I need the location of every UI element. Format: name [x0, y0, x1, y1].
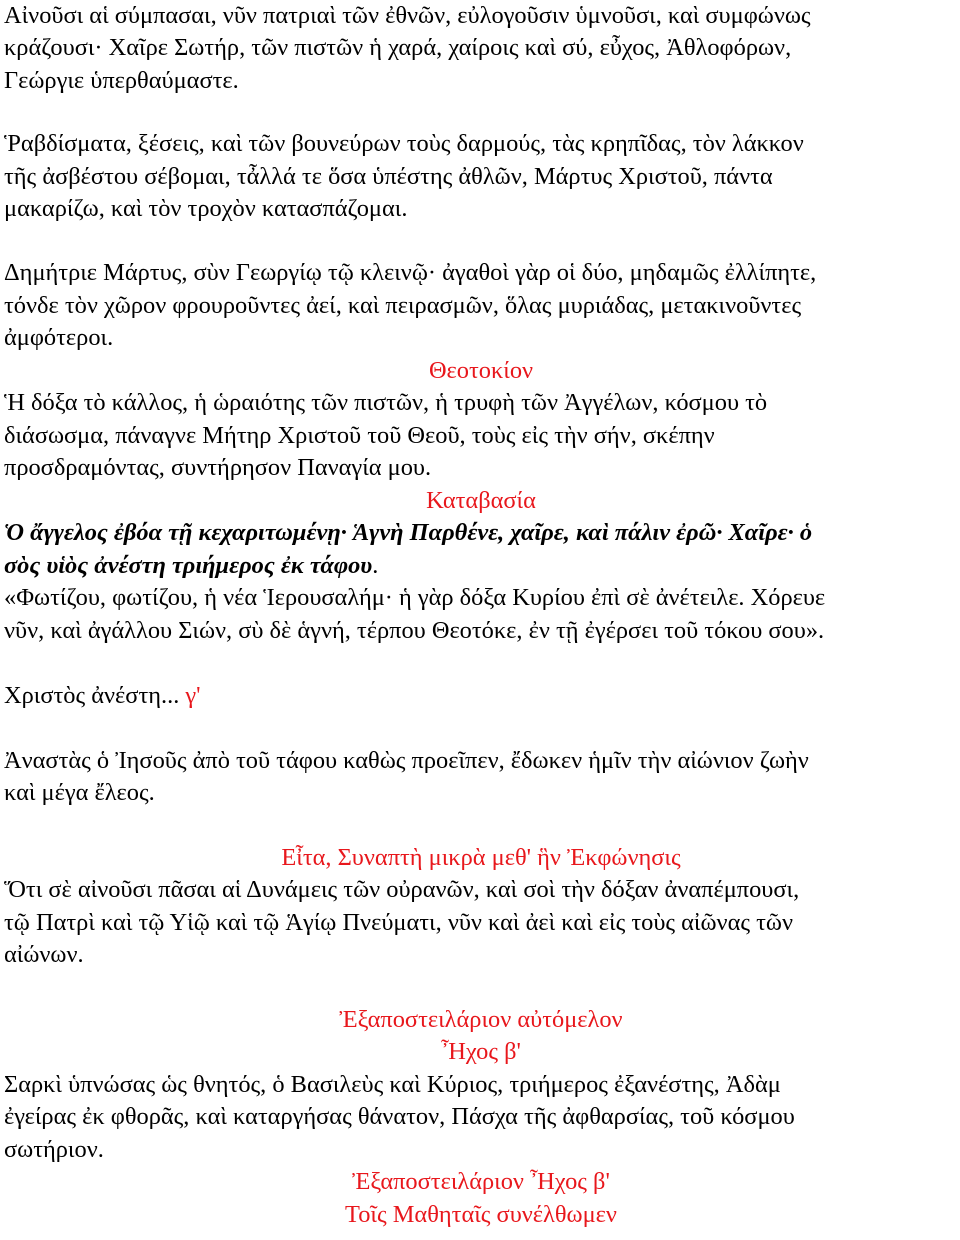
text-line: «Φωτίζου, φωτίζου, ἡ νέα Ἱερουσαλήμ· ἡ γὰρ δόξα Κυρίου ἐπὶ σὲ ἀνέτειλε. Χόρευε [4, 584, 826, 611]
irmos-bold-text: σὸς υἱὸς ἀνέστη τριήμερος ἐκ τάφου [4, 552, 373, 579]
exapostilarion-heading: Ἐξαποστειλάριον αὐτόμελον [339, 1006, 623, 1033]
text-line: προσδραμόντας, συντήρησον Παναγία μου. [4, 454, 432, 481]
christos-text: Χριστὸς ἀνέστη... [4, 682, 180, 709]
text-line: σωτήριον. [4, 1136, 104, 1163]
text-line: κράζουσι· Χαῖρε Σωτήρ, τῶν πιστῶν ἡ χαρά, χαίροις καὶ σύ, εὖχος, Ἀθλοφόρων, [4, 34, 792, 61]
katavasia-heading: Καταβασία [426, 487, 536, 514]
text-line: Γεώργιε ὑπερθαύμαστε. [4, 67, 239, 94]
text-line: διάσωσμα, πάναγνε Μήτηρ Χριστοῦ τοῦ Θεοῦ, τοὺς εἰς τὴν σήν, σκέπην [4, 422, 715, 449]
christos-line [4, 680, 958, 713]
exapostilarion-subheading: Τοῖς Μαθηταῖς συνέλθωμεν [345, 1201, 617, 1228]
christos-count: γ' [185, 682, 201, 709]
text-line: ἀμφότεροι. [4, 324, 114, 351]
irmos-period: . [372, 552, 379, 579]
text-line: μακαρίζω, καὶ τὸν τροχὸν κατασπάζομαι. [4, 195, 408, 222]
text-line: νῦν, καὶ ἀγάλλου Σιών, σὺ δὲ ἁγνή, τέρπου Θεοτόκε, ἐν τῇ ἐγέρσει τοῦ τόκου σου». [4, 617, 825, 644]
text-line: Ῥαβδίσματα, ξέσεις, καὶ τῶν βουνεύρων τοὺς δαρμούς, τὰς κρηπῖδας, τὸν λάκκον [4, 130, 804, 157]
text-line: Ὅτι σὲ αἰνοῦσι πᾶσαι αἱ Δυνάμεις τῶν οὐρανῶν, καὶ σοὶ τὴν δόξαν ἀναπέμπουσι, [4, 876, 800, 903]
text-line: τῷ Πατρὶ καὶ τῷ Υἱῷ καὶ τῷ Ἁγίῳ Πνεύματι, νῦν καὶ ἀεὶ καὶ εἰς τοὺς αἰῶνας τῶν [4, 909, 793, 936]
text-line: καὶ μέγα ἔλεος. [4, 779, 155, 806]
theotokion-heading: Θεοτοκίον [428, 357, 534, 384]
text-line: αἰώνων. [4, 941, 84, 968]
tone-heading: Ἦχος β' [441, 1038, 521, 1065]
synapti-heading: Εἶτα, Συναπτὴ μικρὰ μεθ' ἣν Ἐκφώνησις [281, 844, 681, 871]
text-line: Δημήτριε Μάρτυς, σὺν Γεωργίῳ τῷ κλεινῷ· ἀγαθοὶ γὰρ οἱ δύο, μηδαμῶς ἐλλίπητε, [4, 259, 817, 286]
irmos-line: Ὁ ἄγγελος ἐβόα τῇ κεχαριτωμένῃ· Ἁγνὴ Παρθένε, χαῖρε, καὶ πάλιν ἐρῶ· Χαῖρε· ὁ [4, 519, 813, 546]
exapostilarion-heading-2: Ἐξαποστειλάριον Ἦχος β' [352, 1168, 610, 1195]
text-line: τῆς ἀσβέστου σέβομαι, τἆλλά τε ὅσα ὑπέστης ἀθλῶν, Μάρτυς Χριστοῦ, πάντα [4, 163, 773, 190]
text-line: Ἀναστὰς ὁ Ἰησοῦς ἀπὸ τοῦ τάφου καθὼς προεῖπεν, ἔδωκεν ἡμῖν τὴν αἰώνιον ζωὴν [4, 747, 809, 774]
irmos-line [4, 550, 958, 583]
text-line: Ἡ δόξα τὸ κάλλος, ἡ ὡραιότης τῶν πιστῶν, ἡ τρυφὴ τῶν Ἀγγέλων, κόσμου τὸ [4, 389, 768, 416]
text-line: Αἰνοῦσι αἱ σύμπασαι, νῦν πατριαὶ τῶν ἐθνῶν, εὐλογοῦσιν ὑμνοῦσι, καὶ συμφώνως [4, 2, 811, 29]
text-line: ἐγείρας ἐκ φθορᾶς, καὶ καταργήσας θάνατον, Πάσχα τῆς ἀφθαρσίας, τοῦ κόσμου [4, 1103, 795, 1130]
text-line: τόνδε τὸν χῶρον φρουροῦντες ἀεί, καὶ πειρασμῶν, ὅλας μυριάδας, μετακινοῦντες [4, 292, 802, 319]
text-line: Σαρκὶ ὑπνώσας ὡς θνητός, ὁ Βασιλεὺς καὶ Κύριος, τριήμερος ἐξανέστης, Ἀδὰμ [4, 1071, 781, 1098]
